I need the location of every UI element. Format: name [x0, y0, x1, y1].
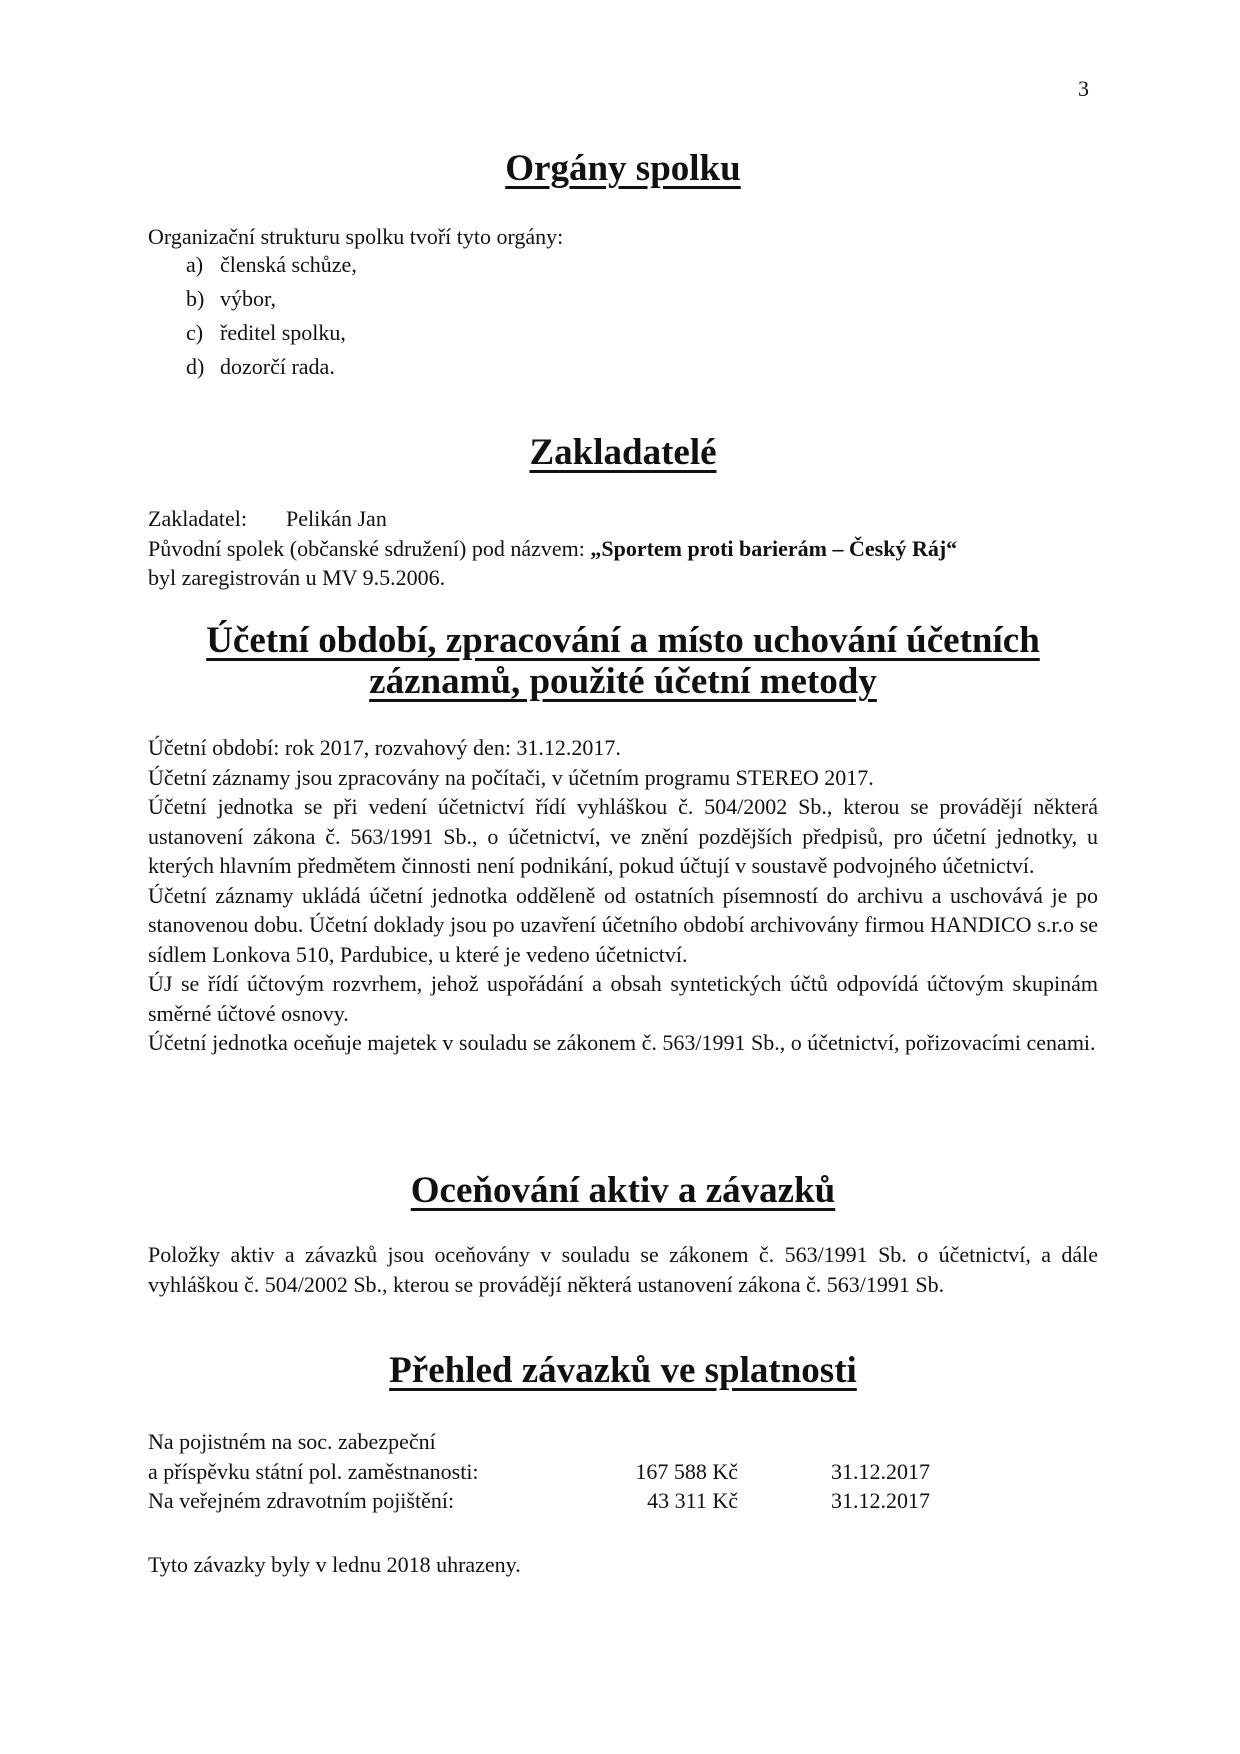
list-item: a) členská schůze,	[186, 252, 357, 277]
valuation-paragraph: Položky aktiv a závazků jsou oceňovány v souladu se zákonem č. 563/1991 Sb. o účetnictví, a dále vyhláškou č. 504/2002 Sb., kterou se provádějí některá ustanovení zákona č. 563/1991 Sb.	[148, 1242, 1098, 1297]
registration-line: byl zaregistrován u MV 9.5.2006.	[148, 565, 446, 590]
table-row: a příspěvku státní pol. zaměstnanosti: 167 588 Kč 31.12.2017	[148, 1458, 930, 1484]
page-number: 3	[1078, 76, 1089, 101]
table-row: Na veřejném zdravotním pojištění: 43 311 Kč 31.12.2017	[148, 1488, 930, 1513]
heading-ocenovani: Oceňování aktiv a závazků	[410, 1170, 836, 1211]
table-row: Na pojistném na soc. zabezpeční	[148, 1429, 436, 1454]
settlement-note: Tyto závazky byly v lednu 2018 uhrazeny.	[148, 1552, 521, 1577]
paragraph: ÚJ se řídí účtovým rozvrhem, jehož uspořádání a obsah syntetických účtů odpovídá účtovým skupinám směrné účtové osnovy.	[148, 971, 1098, 1026]
paragraph: Účetní období: rok 2017, rozvahový den: 31.12.2017.	[148, 735, 621, 760]
original-association-line: Původní spolek (občanské sdružení) pod názvem: „Sportem proti barierám – Český Ráj“	[148, 535, 958, 561]
organs-intro: Organizační strukturu spolku tvoří tyto orgány:	[148, 224, 564, 249]
paragraph: Účetní záznamy ukládá účetní jednotka odděleně od ostatních písemností do archivu a uschovává je po stanovenou dobu. Účetní doklady jsou po uzavření účetního období archivovány firmou HANDICO s.r.o se sídlem Lonkova 510, Pardubice, u které je vedeno účetnictví.	[148, 882, 1098, 967]
heading-prehled-zavazku: Přehled závazků ve splatnosti	[389, 1350, 857, 1391]
heading-organy-spolku: Orgány spolku	[505, 148, 741, 189]
paragraph: Účetní záznamy jsou zpracovány na počítači, v účetním programu STEREO 2017.	[148, 764, 874, 790]
founders-block	[148, 504, 1098, 593]
list-item: d) dozorčí rada.	[186, 354, 335, 379]
liabilities-table	[148, 1427, 930, 1516]
list-item: c) ředitel spolku,	[186, 320, 346, 345]
paragraph: Účetní jednotka oceňuje majetek v souladu se zákonem č. 563/1991 Sb., o účetnictví, pořizovacími cenami.	[148, 1030, 1096, 1055]
paragraph: Účetní jednotka se při vedení účetnictví řídí vyhláškou č. 504/2002 Sb., kterou se provádějí některá ustanovení zákona č. 563/1991 Sb., o účetnictví, ve znění pozdějších předpisů, pro účetní jednotky, u kterých hlavním předmětem činnosti není podnikání, pokud účtují v soustavě podvojného účetnictví.	[148, 794, 1098, 878]
founder-line: Zakladatel: Pelikán Jan	[148, 506, 387, 531]
list-item: b) výbor,	[186, 286, 276, 311]
accounting-paragraphs	[148, 733, 1098, 1058]
organs-list	[186, 248, 357, 384]
heading-zakladatele: Zakladatelé	[529, 432, 717, 473]
heading-ucetni-obdobi: Účetní období, zpracování a místo uchování účetních záznamů, použité účetní metody	[206, 620, 1040, 703]
